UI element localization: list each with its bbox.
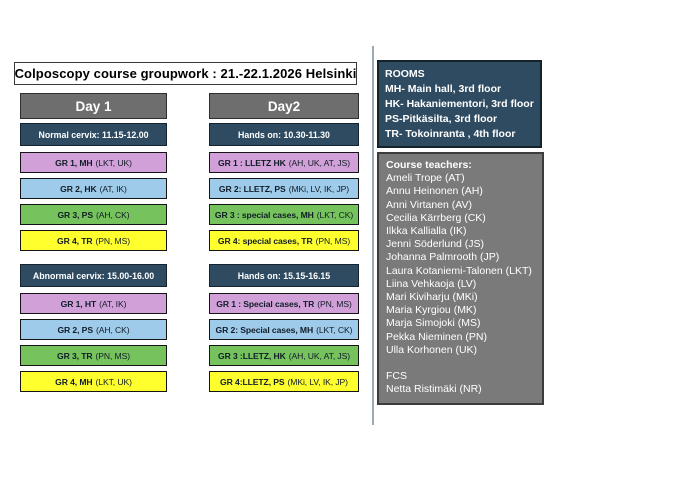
day1-session1-band [20, 123, 167, 146]
group-teachers: (PN, MS) [315, 235, 351, 246]
day1-header-label: Day 1 [75, 98, 112, 114]
day2-session1-label: Hands on: 10.30-11.30 [238, 129, 330, 140]
day2-session2-label: Hands on: 15.15-16.15 [237, 270, 331, 281]
group-label: GR 3, TR [56, 350, 93, 361]
group-label: GR 2, PS [57, 324, 93, 335]
group-teachers: (PN, MS) [95, 350, 131, 361]
group-teachers: (LKT, UK) [95, 376, 132, 387]
day1-session2-group1 [20, 293, 167, 314]
teacher-name: Ameli Trope (AT) [386, 172, 465, 185]
slide-title-text: Colposcopy course groupwork : 21.-22.1.2026 Helsinki [14, 66, 357, 81]
group-teachers: (AH, UK, AT, JS) [288, 350, 350, 361]
teacher-name: Pekka Nieminen (PN) [386, 330, 487, 343]
day2-session1-group4 [209, 230, 359, 251]
day1-session1-group3 [20, 204, 167, 225]
teacher-name: Johanna Palmrooth (JP) [386, 251, 500, 264]
teacher-name: Ulla Korhonen (UK) [386, 343, 478, 356]
group-label: GR 4:LLETZ, PS [220, 376, 285, 387]
rooms-heading: ROOMS [385, 68, 425, 80]
day1-session2-group4 [20, 371, 167, 392]
group-teachers: (MKi, LV, IK, JP) [287, 376, 348, 387]
teacher-name: Jenni Söderlund (JS) [386, 238, 485, 251]
day2-header [209, 93, 359, 119]
group-teachers: (LKT, CK) [316, 209, 354, 220]
day1-session2-band [20, 264, 167, 287]
day1-session2-label: Abnormal cervix: 15.00-16.00 [32, 270, 155, 281]
group-label: GR 2: LLETZ, PS [218, 183, 286, 194]
day2-session2-group1 [209, 293, 359, 314]
group-teachers: (AT, IK) [99, 183, 127, 194]
slide-title [14, 62, 357, 85]
group-teachers: (AH, CK) [95, 324, 130, 335]
group-label: GR 1, HT [60, 298, 97, 309]
day1-session1-group1 [20, 152, 167, 173]
room-line-mh: MH- Main hall, 3rd floor [385, 83, 502, 95]
teacher-name: Laura Kotaniemi-Talonen (LKT) [386, 264, 532, 277]
teacher-name: Netta Ristimäki (NR) [386, 383, 482, 396]
teachers-spacer [386, 357, 535, 370]
group-label: GR 3, PS [57, 209, 93, 220]
group-label: GR 4, MH [55, 376, 93, 387]
group-label: GR 1, MH [55, 157, 93, 168]
teachers-heading: Course teachers: [386, 159, 472, 171]
teacher-name: Cecilia Kärrberg (CK) [386, 211, 486, 224]
group-teachers: (MKi, LV, IK, JP) [288, 183, 350, 194]
group-label: GR 4, TR [56, 235, 93, 246]
group-teachers: (AH, CK) [95, 209, 130, 220]
teacher-name: Ilkka Kallialla (IK) [386, 225, 467, 238]
group-teachers: (LKT, CK) [316, 324, 353, 335]
teacher-name: Anni Virtanen (AV) [386, 198, 472, 211]
day1-session2-group3 [20, 345, 167, 366]
group-label: GR 1 : Special cases, TR [216, 298, 315, 309]
teacher-name: Mari Kiviharju (MKi) [386, 291, 478, 304]
group-teachers: (PN, MS) [317, 298, 352, 309]
group-label: GR 4: special cases, TR [217, 235, 313, 246]
day2-session1-group2 [209, 178, 359, 199]
teacher-name: Annu Heinonen (AH) [386, 185, 483, 198]
day2-header-label: Day2 [267, 98, 301, 114]
day2-session2-group4 [209, 371, 359, 392]
teacher-name: Maria Kyrgiou (MK) [386, 304, 477, 317]
fcs-heading: FCS [386, 370, 407, 383]
day2-session2-group2 [209, 319, 359, 340]
day2-session1-group1 [209, 152, 359, 173]
room-line-ps: PS-Pitkäsilta, 3rd floor [385, 113, 498, 125]
day2-column [209, 93, 359, 397]
day1-header [20, 93, 167, 119]
day2-session1-band [209, 123, 359, 146]
day1-session1-label: Normal cervix: 11.15-12.00 [38, 129, 149, 140]
group-teachers: (LKT, UK) [95, 157, 132, 168]
teachers-panel [377, 152, 544, 405]
day1-session1-group4 [20, 230, 167, 251]
group-teachers: (PN, MS) [95, 235, 131, 246]
group-teachers: (AT, IK) [99, 298, 127, 309]
rooms-panel [377, 60, 542, 148]
teacher-name: Marja Simojoki (MS) [386, 317, 481, 330]
day1-session2-group2 [20, 319, 167, 340]
group-teachers: (AH, UK, AT, JS) [288, 157, 350, 168]
teacher-name: Liina Vehkaoja (LV) [386, 277, 477, 290]
room-line-tr: TR- Tokoinranta , 4th floor [385, 128, 516, 140]
day2-session1-group3 [209, 204, 359, 225]
day2-session2-group3 [209, 345, 359, 366]
group-label: GR 2: Special cases, MH [215, 324, 314, 335]
room-line-hk: HK- Hakaniementori, 3rd floor [385, 98, 534, 110]
group-label: GR 3 :LLETZ, HK [217, 350, 286, 361]
day2-session2-band [209, 264, 359, 287]
day1-session1-group2 [20, 178, 167, 199]
group-label: GR 3 : special cases, MH [214, 209, 314, 220]
vertical-divider [372, 46, 374, 425]
group-label: GR 1 : LLETZ HK [217, 157, 286, 168]
group-label: GR 2, HK [60, 183, 97, 194]
day1-column [20, 93, 167, 397]
